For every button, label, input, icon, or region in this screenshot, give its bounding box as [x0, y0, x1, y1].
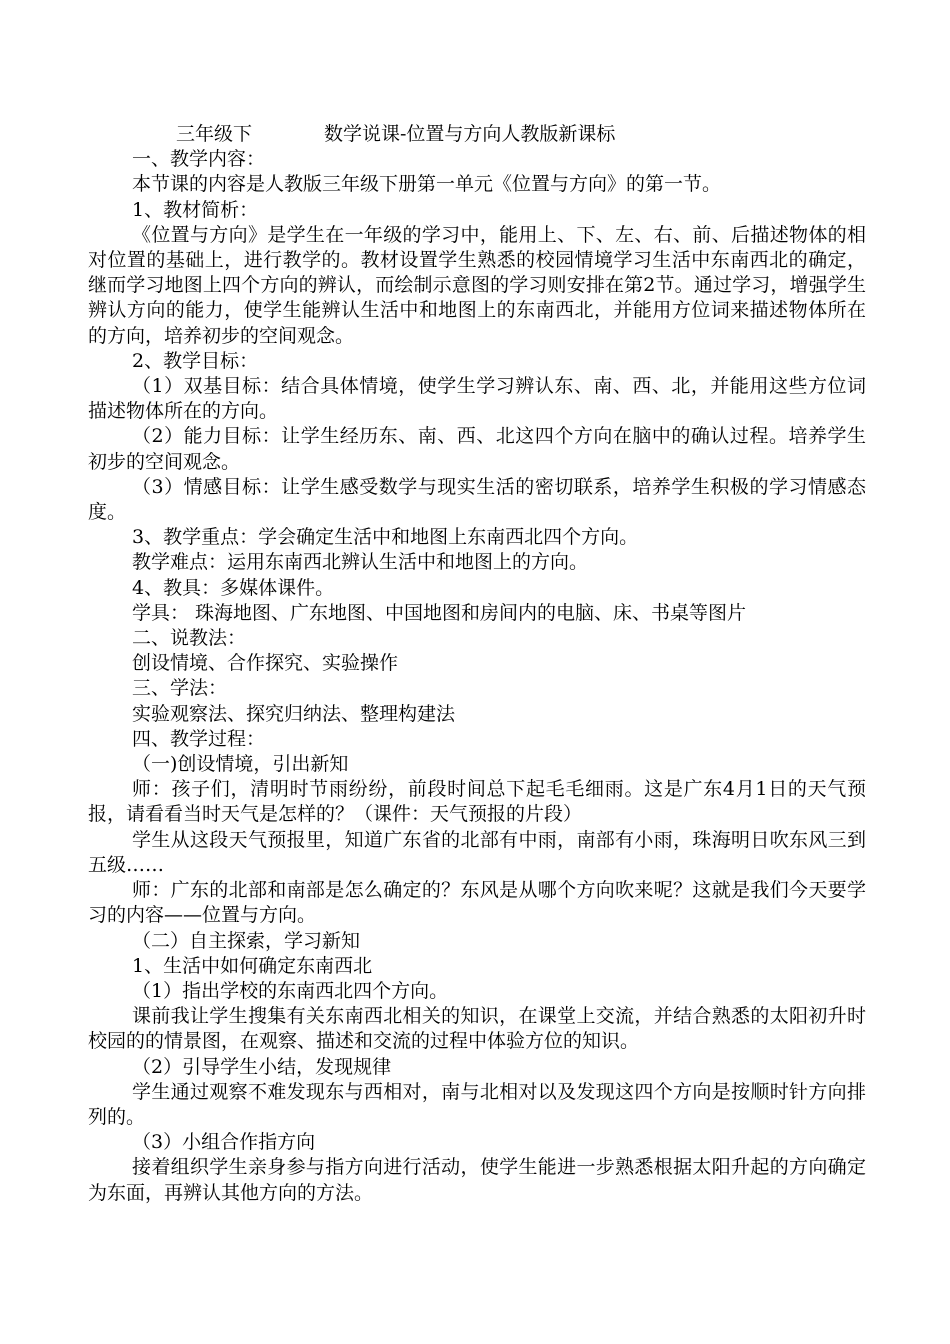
document-title — [88, 122, 866, 147]
section-heading: 三、学法： — [132, 677, 228, 700]
document-page — [88, 122, 866, 1206]
subsection-heading: 2、教学目标： — [132, 349, 259, 372]
section-heading: 二、说教法： — [132, 627, 247, 650]
section-heading: 一、教学内容： — [132, 148, 266, 171]
subsection-heading: 1、教材简析： — [132, 198, 259, 221]
list-item: （1）双基目标：结合具体情境，使学生学习辨认东、南、西、北，并能用这些方位词描述物体所在的方向。 — [88, 375, 866, 423]
list-item: （2）能力目标：让学生经历东、南、西、北这四个方向在脑中的确认过程。培养学生初步的空间观念。 — [88, 425, 866, 473]
paragraph: 3、教学重点：学会确定生活中和地图上东南西北四个方向。 — [132, 526, 639, 549]
list-item: （3）小组合作指方向 — [132, 1131, 316, 1154]
paragraph: 课前我让学生搜集有关东南西北相关的知识，在课堂上交流，并结合熟悉的太阳初升时校园的的情景图，在观察、描述和交流的过程中体验方位的知识。 — [88, 1005, 866, 1053]
paragraph: 师：孩子们，清明时节雨纷纷，前段时间总下起毛毛细雨。这是广东4月1日的天气预报，请看看当时天气是怎样的？（课件：天气预报的片段） — [88, 778, 866, 826]
list-item: （2）引导学生小结，发现规律 — [132, 1055, 392, 1078]
paragraph: 学生通过观察不难发现东与西相对，南与北相对以及发现这四个方向是按顺时针方向排列的。 — [88, 1080, 866, 1128]
paragraph: 《位置与方向》是学生在一年级的学习中，能用上、下、左、右、前、后描述物体的相对位置的基础上，进行教学的。教材设置学生熟悉的校园情境学习生活中东南西北的确定，继而学习地图上四个方向的辨认，而绘制示意图的学习则安排在第2节。通过学习，增强学生辨认方向的能力，使学生能辨认生活中和地图上的东南西北，并能用方位词来描述物体所在的方向，培养初步的空间观念。 — [88, 223, 866, 347]
paragraph: 学具： 珠海地图、广东地图、中国地图和房间内的电脑、床、书桌等图片 — [132, 601, 747, 624]
paragraph: 师：广东的北部和南部是怎么确定的？东风是从哪个方向吹来呢？这就是我们今天要学习的内容——位置与方向。 — [88, 879, 866, 927]
list-item: （1）指出学校的东南西北四个方向。 — [132, 979, 449, 1002]
paragraph: 学生从这段天气预报里，知道广东省的北部有中雨，南部有小雨，珠海明日吹东风三到五级…… — [88, 828, 866, 876]
list-item: （3）情感目标：让学生感受数学与现实生活的密切联系，培养学生积极的学习情感态度。 — [88, 475, 866, 524]
title-grade: 三年级下 — [176, 123, 253, 145]
subsection-heading: （一)创设情境，引出新知 — [132, 753, 349, 776]
paragraph: 接着组织学生亲身参与指方向进行活动，使学生能进一步熟悉根据太阳升起的方向确定为东面，再辨认其他方向的方法。 — [88, 1156, 866, 1204]
paragraph: 教学难点：运用东南西北辨认生活中和地图上的方向。 — [132, 551, 589, 574]
paragraph: 本节课的内容是人教版三年级下册第一单元《位置与方向》的第一节。 — [132, 173, 722, 196]
subsection-heading: 1、生活中如何确定东南西北 — [132, 954, 373, 977]
paragraph: 实验观察法、探究归纳法、整理构建法 — [132, 702, 456, 725]
paragraph: 创设情境、合作探究、实验操作 — [132, 652, 399, 675]
section-heading: 四、教学过程： — [132, 727, 266, 750]
subsection-heading: （二）自主探索，学习新知 — [132, 929, 361, 952]
title-subject: 数学说课-位置与方向人教版新课标 — [324, 123, 616, 145]
paragraph: 4、教具：多媒体课件。 — [132, 576, 335, 599]
